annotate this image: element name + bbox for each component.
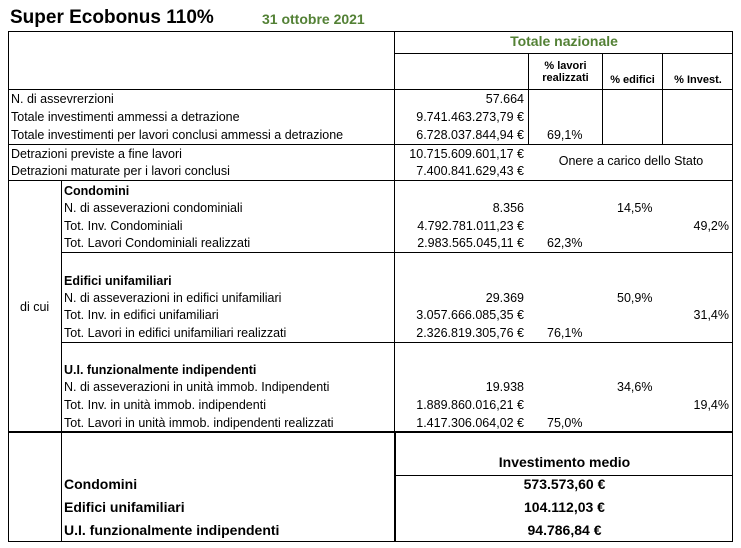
- group-works-label: Tot. Lavori in unità immob. indipendenti realizzati: [64, 416, 334, 430]
- group-heading: Condomini: [64, 184, 130, 198]
- row-value: 6.728.037.844,94 €: [416, 128, 524, 142]
- group-works-pct: 62,3%: [547, 236, 583, 250]
- row-value: 57.664: [485, 92, 524, 106]
- group-works-value: 2.983.565.045,11 €: [417, 236, 524, 250]
- average-label: Condomini: [64, 476, 138, 492]
- group-count-label: N. di asseverazioni in edifici unifamiliari: [64, 291, 282, 305]
- group-works-value: 1.417.306.064,02 €: [416, 416, 524, 430]
- group-heading: U.I. funzionalmente indipendenti: [64, 363, 257, 377]
- group-inv-value: 4.792.781.011,23 €: [417, 219, 524, 233]
- group-count-value: 29.369: [485, 291, 524, 305]
- col-header-lavori: % lavori realizzati: [542, 60, 589, 84]
- average-value: 104.112,03 €: [524, 499, 605, 515]
- group-inv-value: 3.057.666.085,35 €: [416, 308, 524, 322]
- row-label: Detrazioni maturate per i lavori conclusi: [11, 164, 230, 178]
- row-value: 9.741.463.273,79 €: [416, 110, 524, 124]
- row-value: 7.400.841.629,43 €: [416, 164, 524, 178]
- national-total-header: Totale nazionale: [510, 33, 618, 49]
- group-inv-label: Tot. Inv. Condominiali: [64, 219, 183, 233]
- group-count-value: 19.938: [485, 380, 524, 394]
- di-cui-label: di cui: [20, 300, 50, 314]
- average-label: U.I. funzionalmente indipendenti: [64, 522, 280, 538]
- average-value: 94.786,84 €: [527, 522, 602, 538]
- row-pct: 69,1%: [547, 128, 583, 142]
- average-header: Investimento medio: [498, 454, 631, 470]
- group-inv-label: Tot. Inv. in unità immob. indipendenti: [64, 398, 266, 412]
- page-title: Super Ecobonus 110%: [10, 7, 214, 28]
- group-invest-pct: 49,2%: [693, 219, 729, 233]
- row-label: Detrazioni previste a fine lavori: [11, 147, 182, 161]
- col-header-invest: % Invest.: [674, 74, 722, 86]
- group-works-value: 2.326.819.305,76 €: [416, 326, 524, 340]
- group-invest-pct: 19,4%: [693, 398, 729, 412]
- group-count-label: N. di asseverazioni condominiali: [64, 201, 243, 215]
- group-works-pct: 76,1%: [547, 326, 583, 340]
- group-works-label: Tot. Lavori Condominiali realizzati: [64, 236, 251, 250]
- group-edifici-pct: 50,9%: [617, 291, 653, 305]
- group-edifici-pct: 14,5%: [617, 201, 653, 215]
- group-count-value: 8.356: [492, 201, 524, 215]
- group-edifici-pct: 34,6%: [617, 380, 653, 394]
- average-label: Edifici unifamiliari: [64, 499, 185, 515]
- group-inv-value: 1.889.860.016,21 €: [416, 398, 524, 412]
- state-note: Onere a carico dello Stato: [558, 154, 704, 168]
- row-label: N. di assevrerzioni: [11, 92, 114, 106]
- average-value: 573.573,60 €: [523, 476, 606, 492]
- group-inv-label: Tot. Inv. in edifici unifamiliari: [64, 308, 219, 322]
- group-works-label: Tot. Lavori in edifici unifamiliari realizzati: [64, 326, 287, 340]
- group-invest-pct: 31,4%: [693, 308, 729, 322]
- report-date: 31 ottobre 2021: [262, 11, 365, 27]
- group-works-pct: 75,0%: [547, 416, 583, 430]
- col-header-edifici: % edifici: [610, 74, 655, 86]
- row-label: Totale investimenti per lavori conclusi ammessi a detrazione: [11, 128, 344, 142]
- group-count-label: N. di asseverazioni in unità immob. Indipendenti: [64, 380, 330, 394]
- row-label: Totale investimenti ammessi a detrazione: [11, 110, 240, 124]
- row-value: 10.715.609.601,17 €: [409, 147, 524, 161]
- group-heading: Edifici unifamiliari: [64, 274, 172, 288]
